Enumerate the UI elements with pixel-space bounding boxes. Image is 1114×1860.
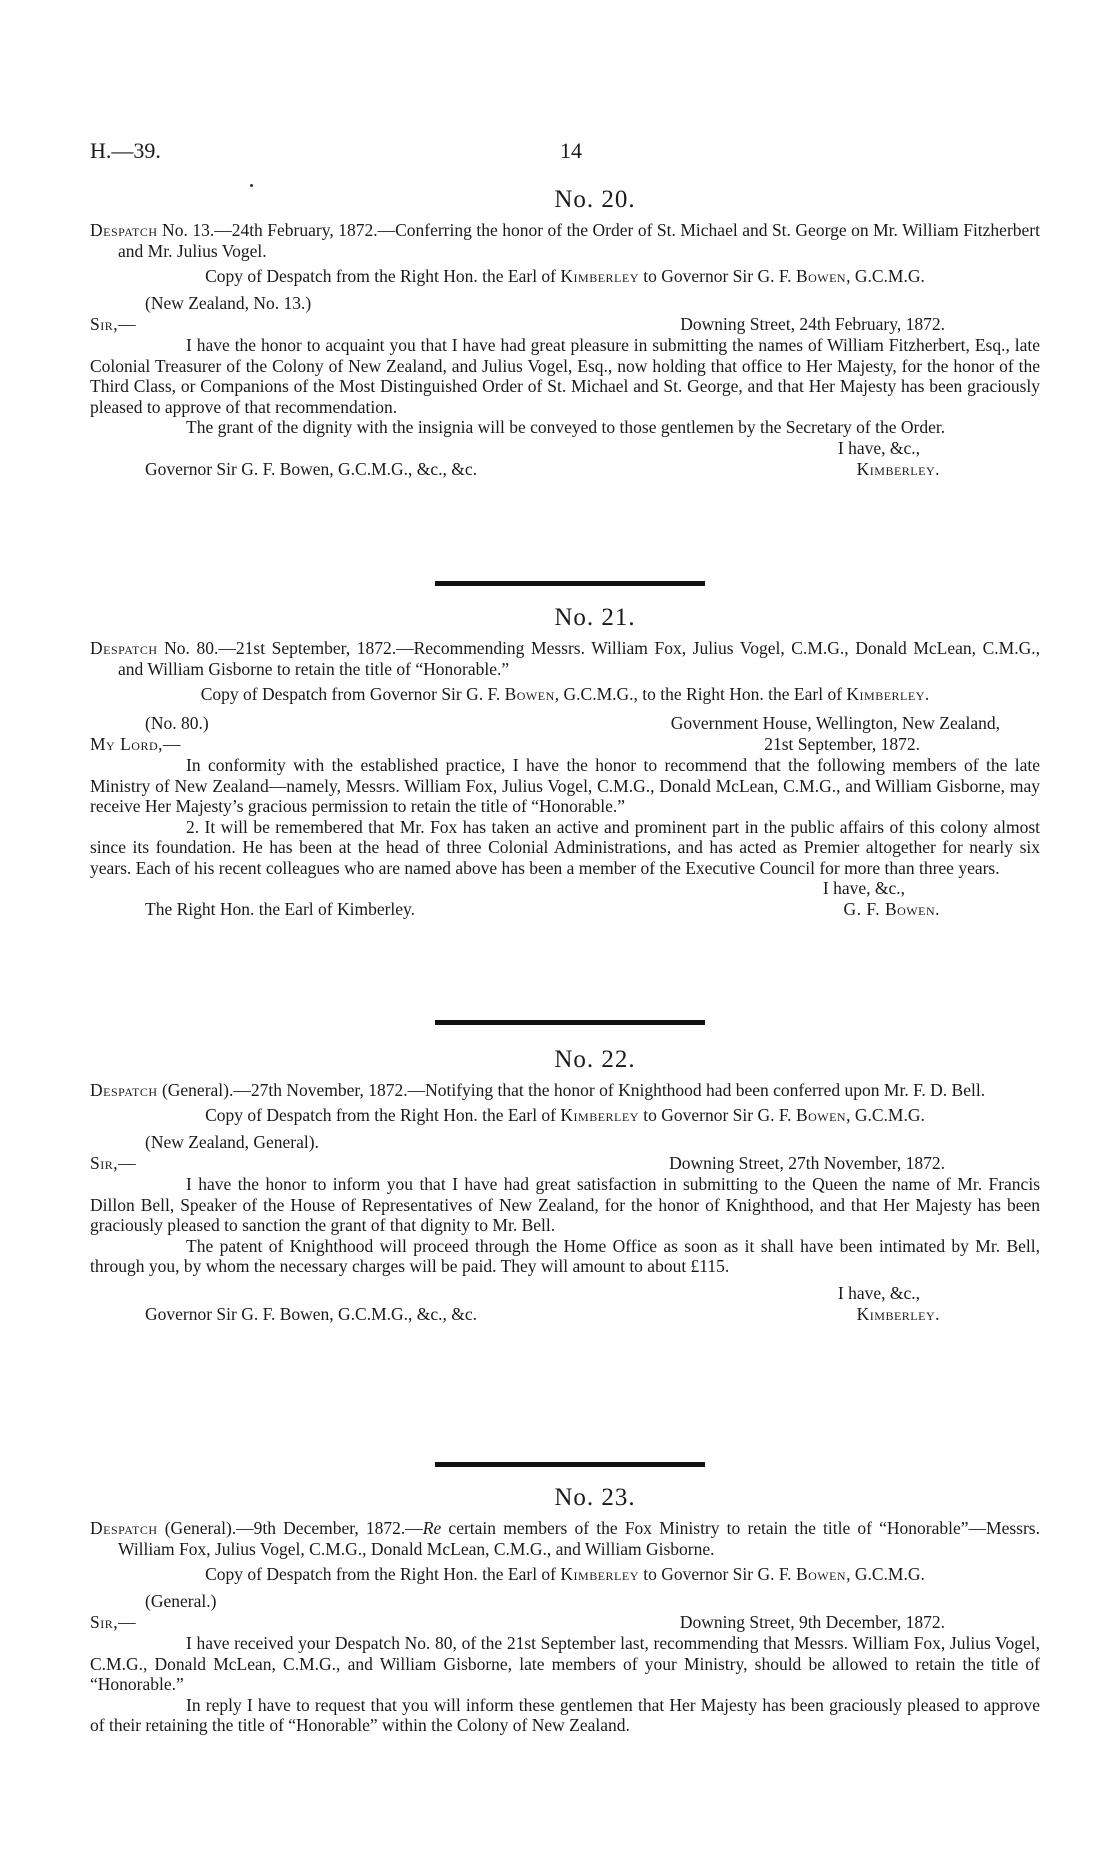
copy-text: Copy of Despatch from the Right Hon. the Earl of xyxy=(205,266,561,286)
copy-name: Kimberley xyxy=(560,1564,639,1584)
heading-text: No. 13.—24th February, 1872.—Conferring the honor of the Order of St. Michael and St. George on Mr. William Fitzherbert and Mr. Julius Vogel. xyxy=(118,220,1040,261)
heading-text: certain members of the Fox Ministry to retain the title of “Honorable”—Messrs. William Fox, Julius Vogel, C.M.G., Donald McLean, C.M.G., and William Gisborne. xyxy=(118,1518,1040,1559)
copy-name: Kimberley xyxy=(846,684,925,704)
addressee-line xyxy=(90,899,1040,920)
copy-text: to Governor Sir G. F. xyxy=(638,266,796,286)
body-paragraph: The grant of the dignity with the insignia will be conveyed to those gentlemen by the Secretary of the Order. xyxy=(186,417,946,437)
copy-line xyxy=(90,266,1040,287)
copy-name: Bowen xyxy=(795,1564,847,1584)
place-date: Government House, Wellington, New Zealand, xyxy=(670,713,1000,733)
despatch-section-23 xyxy=(90,1484,1040,1736)
despatch-reference xyxy=(90,293,1040,314)
heading-label: Despatch xyxy=(90,638,158,658)
heading-label: Despatch xyxy=(90,1080,158,1100)
salutation-line xyxy=(90,1153,1040,1174)
despatch-reference xyxy=(90,1132,1040,1153)
copy-name: Kimberley xyxy=(560,1105,639,1125)
copy-text: Copy of Despatch from the Right Hon. the Earl of xyxy=(205,1564,561,1584)
copy-name: Kimberley xyxy=(560,266,639,286)
heading-label: Despatch xyxy=(90,220,158,240)
despatch-number: No. 22. xyxy=(554,1046,636,1073)
salutation: My Lord,— xyxy=(90,734,182,754)
copy-line xyxy=(90,1564,1040,1585)
reference-text: (New Zealand, No. 13.) xyxy=(145,293,312,313)
addressee-line xyxy=(90,1304,1040,1325)
despatch-heading xyxy=(90,1080,1040,1101)
reference-text: (New Zealand, General). xyxy=(145,1132,319,1152)
report-reference: H.—39. xyxy=(90,138,161,163)
despatch-section-22 xyxy=(90,1046,1040,1325)
despatch-number: No. 21. xyxy=(554,604,636,631)
body-paragraph: 2. It will be remembered that Mr. Fox has taken an active and prominent part in the public affairs of this colony almost since its foundation. He has been at the head of three Colonial Administrations, and has acted as Premier altogether for nearly six years. Each of his recent colleagues who are named above has been a member of the Executive Council for more than three years. xyxy=(90,816,1040,878)
despatch-number: No. 23. xyxy=(554,1484,636,1511)
body-paragraph: In conformity with the established practice, I have the honor to recommend that the following members of the late Ministry of New Zealand—namely, Messrs. William Fox, Julius Vogel, C.M.G., Donald McLean, C.M.G., and William Gisborne, may receive Her Majesty’s gracious permission to retain the title of “Honorable.” xyxy=(90,755,1040,816)
heading-text: (General).—27th November, 1872.—Notifying that the honor of Knighthood had been conferred upon Mr. F. D. Bell. xyxy=(157,1080,986,1100)
salutation-line xyxy=(90,734,1040,755)
copy-text: , G.C.M.G. xyxy=(846,1105,925,1125)
signature: Kimberley. xyxy=(856,458,940,479)
closing-line xyxy=(90,438,1040,459)
despatch-heading xyxy=(90,638,1040,680)
closing: I have, &c., xyxy=(837,437,920,458)
copy-text: Copy of Despatch from the Right Hon. the Earl of xyxy=(205,1105,561,1125)
closing: I have, &c., xyxy=(837,1282,920,1303)
signature: Kimberley. xyxy=(856,1303,940,1324)
body-paragraph: I have the honor to inform you that I have had great satisfaction in submitting to the Queen the name of Mr. Francis Dillon Bell, Speaker of the House of Representatives of New Zealand, for the honor of Knighthood, and that Her Majesty has been graciously pleased to sanction the grant of that dignity to Mr. Bell. xyxy=(90,1174,1040,1235)
running-head xyxy=(90,138,1040,168)
reference-text: (No. 80.) xyxy=(145,713,209,733)
page-number: 14 xyxy=(560,138,582,163)
despatch-section-20 xyxy=(90,186,1040,480)
closing: I have, &c., xyxy=(822,878,905,898)
section-divider xyxy=(435,1462,705,1467)
addressee: Governor Sir G. F. Bowen, G.C.M.G., &c., &c. xyxy=(145,458,478,479)
addressee: Governor Sir G. F. Bowen, G.C.M.G., &c., &c. xyxy=(145,1303,478,1324)
section-divider xyxy=(435,1020,705,1025)
section-divider xyxy=(435,581,705,586)
despatch-number: No. 20. xyxy=(554,186,636,213)
body-paragraph: I have the honor to acquaint you that I have had great pleasure in submitting the names of William Fitzherbert, Esq., late Colonial Treasurer of the Colony of New Zealand, and Julius Vogel, Esq., now holding that office to Her Majesty, for the honor of the Third Class, or Companions of the Most Distinguished Order of St. Michael and St. George, and that Her Majesty has been graciously pleased to approve of that recommendation. xyxy=(90,335,1040,417)
copy-text: Copy of Despatch from Governor Sir G. F. xyxy=(200,684,505,704)
copy-name: Bowen xyxy=(504,684,555,704)
salutation: Sir,— xyxy=(90,314,137,334)
despatch-reference xyxy=(90,1591,1040,1612)
reference-text: (General.) xyxy=(145,1591,217,1611)
copy-line xyxy=(90,684,1040,705)
copy-name: Bowen xyxy=(795,1105,847,1125)
addressee: The Right Hon. the Earl of Kimberley. xyxy=(145,899,416,919)
copy-line xyxy=(90,1105,1040,1126)
despatch-heading xyxy=(90,1518,1040,1560)
place-date: Downing Street, 24th February, 1872. xyxy=(680,314,945,334)
copy-text: , G.C.M.G. xyxy=(846,266,925,286)
copy-text: to Governor Sir G. F. xyxy=(638,1105,796,1125)
salutation-line xyxy=(90,1612,1040,1633)
despatch-reference xyxy=(90,713,1040,734)
body-paragraph: The patent of Knighthood will proceed through the Home Office as soon as it shall have been intimated by Mr. Bell, through you, by whom the necessary charges will be paid. They will amount to about £115. xyxy=(90,1235,1040,1276)
despatch-section-21 xyxy=(90,604,1040,920)
body-paragraph: I have received your Despatch No. 80, of the 21st September last, recommending that Messrs. William Fox, Julius Vogel, C.M.G., Donald McLean, C.M.G., and William Gisborne, late members of your Ministry, should be allowed to retain the title of “Honorable.” xyxy=(90,1633,1040,1694)
addressee-line xyxy=(90,459,1040,480)
closing-line xyxy=(90,878,1040,899)
copy-text: , G.C.M.G., to the Right Hon. the Earl of xyxy=(554,684,847,704)
salutation-line xyxy=(90,314,1040,335)
heading-label: Despatch xyxy=(90,1518,158,1538)
place-date: Downing Street, 27th November, 1872. xyxy=(669,1153,945,1173)
place-date: 21st September, 1872. xyxy=(764,734,920,754)
copy-text: , G.C.M.G. xyxy=(846,1564,925,1584)
signature: G. F. Bowen. xyxy=(843,899,940,919)
closing-line xyxy=(90,1283,1040,1304)
despatch-heading xyxy=(90,220,1040,262)
body-paragraph: In reply I have to request that you will inform these gentlemen that Her Majesty has been graciously pleased to approve of their retaining the title of “Honorable” within the Colony of New Zealand. xyxy=(90,1694,1040,1735)
heading-text: (General).—9th December, 1872.— xyxy=(157,1518,423,1538)
copy-text: . xyxy=(924,684,930,704)
place-date: Downing Street, 9th December, 1872. xyxy=(679,1612,945,1632)
heading-italic: Re xyxy=(422,1518,442,1538)
salutation: Sir,— xyxy=(90,1612,137,1632)
salutation: Sir,— xyxy=(90,1153,137,1173)
heading-text: No. 80.—21st September, 1872.—Recommending Messrs. William Fox, Julius Vogel, C.M.G., Donald McLean, C.M.G., and William Gisborne to retain the title of “Honorable.” xyxy=(118,638,1040,679)
copy-text: to Governor Sir G. F. xyxy=(638,1564,796,1584)
copy-name: Bowen xyxy=(795,266,847,286)
